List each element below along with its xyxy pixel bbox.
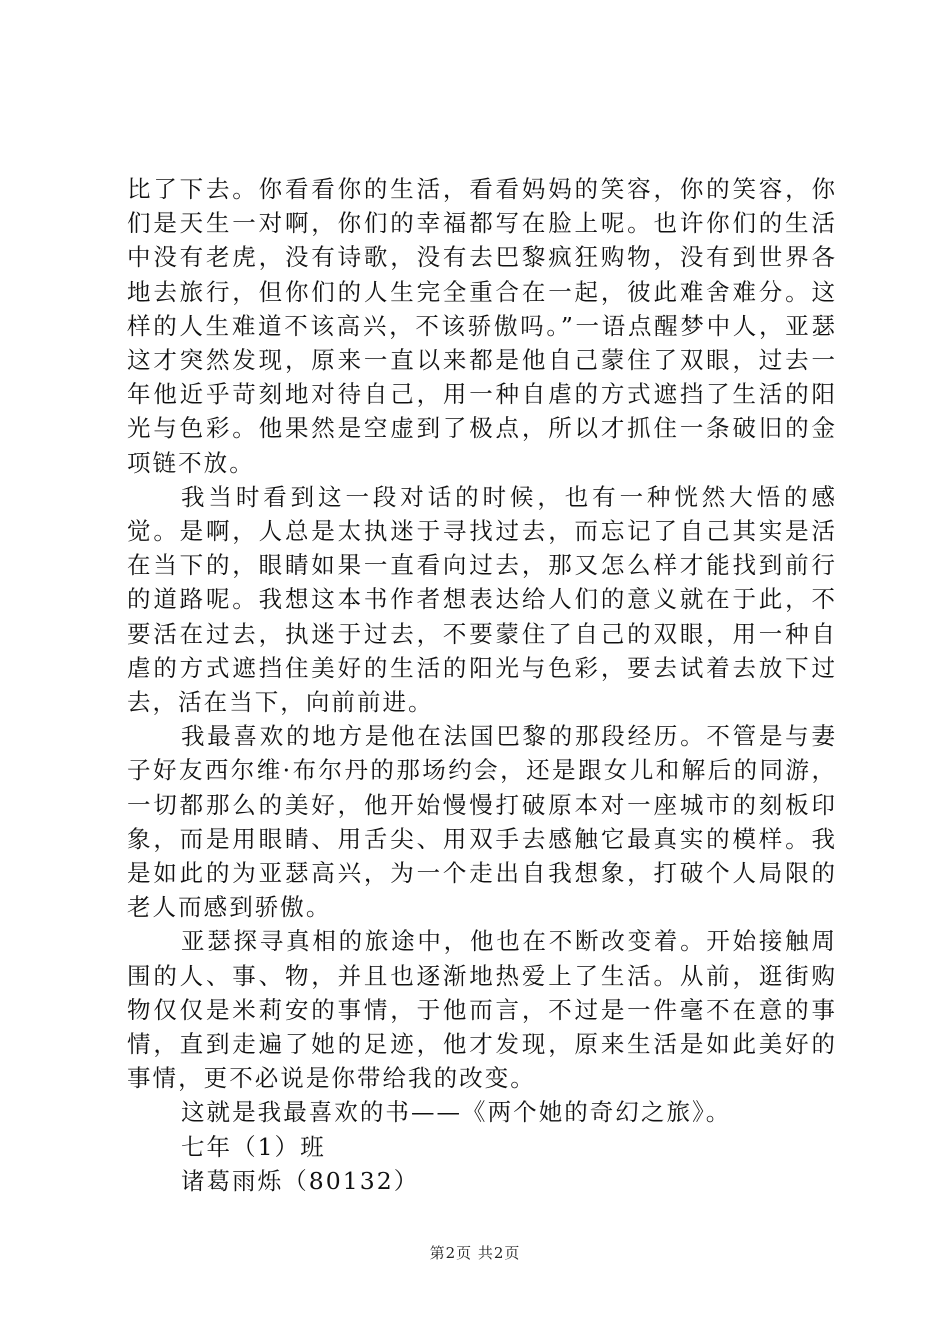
paragraph-reflection: 我当时看到这一段对话的时候，也有一种恍然大悟的感觉。是啊，人总是太执迷于寻找过去，而忘记了自己其实是活在当下的，眼睛如果一直看向过去，那又怎么样才能找到前行的道路呢。我想这本书作者想表达给人们的意义就在于此，不要活在过去，执迷于过去，不要蒙住了自己的双眼，用一种自虐的方式遮挡住美好的生活的阳光与色彩，要去试着去放下过去，活在当下，向前前进。: [127, 482, 837, 717]
author-line: 诸葛雨烁（80132）: [181, 1166, 420, 1195]
paragraph-favorite-part: 我最喜欢的地方是他在法国巴黎的那段经历。不管是与妻子好友西尔维·布尔丹的那场约会，还是跟女儿和解后的同游，一切都那么的美好，他开始慢慢打破原本对一座城市的刻板印象，而是用眼睛、用舌尖、用双手去感触它最真实的模样。我是如此的为亚瑟高兴，为一个走出自我想象，打破个人局限的老人而感到骄傲。: [127, 722, 837, 922]
class-line: 七年（1）班: [181, 1132, 326, 1161]
paragraph-continued: 比了下去。你看看你的生活，看看妈妈的笑容，你的笑容，你们是天生一对啊，你们的幸福都写在脸上呢。也许你们的生活中没有老虎，没有诗歌，没有去巴黎疯狂购物，没有到世界各地去旅行，但你们的人生完全重合在一起，彼此难舍难分。这样的人生难道不该高兴，不该骄傲吗。”一语点醒梦中人，亚瑟这才突然发现，原来一直以来都是他自己蒙住了双眼，过去一年他近乎苛刻地对待自己，用一种自虐的方式遮挡了生活的阳光与色彩。他果然是空虚到了极点，所以才抓住一条破旧的金项链不放。: [127, 175, 837, 477]
document-body: [127, 172, 837, 1198]
paragraph-journey-change: 亚瑟探寻真相的旅途中，他也在不断改变着。开始接触周围的人、事、物，并且也逐渐地热爱上了生活。从前，逛街购物仅仅是米莉安的事情，于他而言，不过是一件毫不在意的事情，直到走遍了她的足迹，他才发现，原来生活是如此美好的事情，更不必说是你带给我的改变。: [127, 927, 837, 1093]
page-number-footer: 第2页 共2页: [429, 1244, 521, 1262]
closing-line: 这就是我最喜欢的书——《两个她的奇幻之旅》。: [181, 1098, 732, 1127]
